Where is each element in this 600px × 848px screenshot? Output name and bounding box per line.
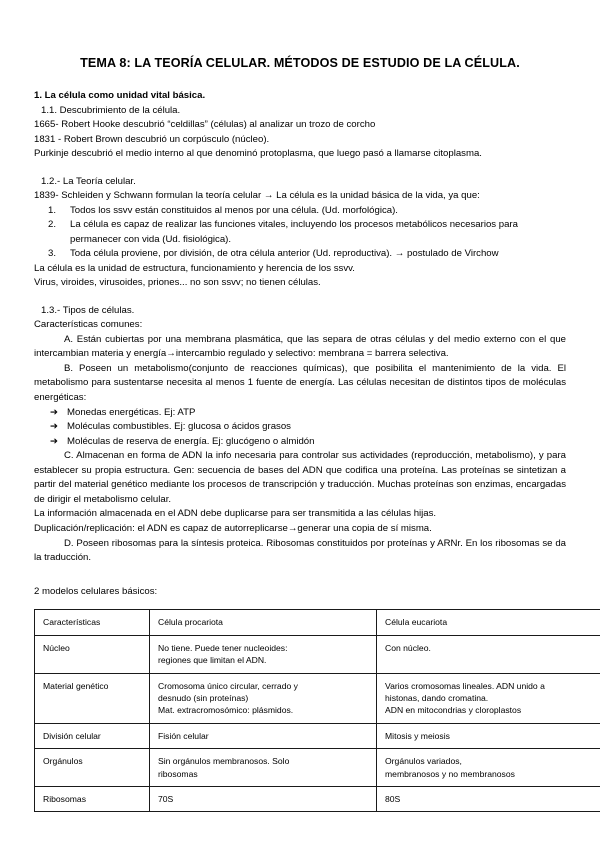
cell-unit-summary-line: La célula es la unidad de estructura, funcionamiento y herencia de los ssvv. [34,262,355,274]
table-header-characteristics: Características [35,610,150,635]
table-row [35,749,600,787]
table-row [35,786,600,811]
list-item-text: Monedas energéticas. Ej: ATP [67,406,196,418]
common-features-label: Características comunes: [34,319,143,331]
hooke-discovery-line: 1665- Robert Hooke descubrió “celdillas” (células) al analizar un trozo de corcho [34,119,376,131]
list-item-text: Moléculas combustibles. Ej: glucosa o ácidos grasos [67,421,291,433]
feature-c-paragraph: C. Almacenan en forma de ADN la info necesaria para controlar sus actividades (reproducción, metabolismo), y para establecer su propia estructura. Gen: secuencia de bases del ADN que codifica una proteína. Las proteínas se sintetizan a partir del material genético mediante los procesos de transcripción y traducción. Muchas proteínas son enzimas, encargadas de dirigir el metabolismo celular. [34,450,566,505]
table-cell-eukaryote: 80S [377,786,600,811]
table-cell-prokaryote: 70S [150,786,377,811]
table-cell-eukaryote: Con núcleo. [377,635,600,673]
list-item-text: Toda célula proviene, por división, de otra célula anterior (Ud. reproductiva). → postulado de Virchow [70,248,499,260]
table-cell-feature: División celular [35,723,150,748]
feature-d-paragraph: D. Poseen ribosomas para la síntesis proteica. Ribosomas constituidos por proteínas y ARNr. En los ribosomas se da la traducción. [34,537,566,564]
brown-discovery-line: 1831 - Robert Brown descubrió un corpúsculo (núcleo). [34,133,270,145]
prokaryote-eukaryote-comparison-table [34,609,600,812]
table-row [35,635,600,673]
list-item-text: Todos los ssvv están constituidos al menos por una célula. (Ud. morfológica). [70,204,398,216]
list-item-number: 2. [48,219,57,231]
arrow-bullet-icon: ➔ [50,435,59,447]
table-row [35,673,600,723]
energy-molecules-list [34,406,566,450]
table-intro-text: 2 modelos celulares básicos: [34,585,158,597]
section-1-heading: 1. La célula como unidad vital básica. [34,90,206,102]
arrow-bullet-icon: ➔ [50,406,59,418]
table-header-prokaryote: Célula procariota [150,610,377,635]
table-cell-prokaryote: Fisión celular [150,723,377,748]
table-cell-eukaryote: Varios cromosomas lineales. ADN unido a histonas, dando cromatina. ADN en mitocondrias y cloroplastos [377,673,600,723]
cell-theory-postulates [34,204,566,262]
section-1-2-heading: 1.2.- La Teoría celular. [41,175,136,187]
list-item [34,218,566,247]
arrow-bullet-icon: ➔ [50,421,59,433]
table-cell-feature: Material genético [35,673,150,723]
section-1-1-heading: 1.1. Descubrimiento de la célula. [41,104,181,116]
table-cell-prokaryote: No tiene. Puede tener nucleoides: regiones que limitan el ADN. [150,635,377,673]
non-living-entities-line: Virus, viroides, virusoides, priones... no son ssvv; no tienen células. [34,277,321,289]
list-item-number: 1. [48,204,57,216]
table-cell-eukaryote: Orgánulos variados, membranosos y no membranosos [377,749,600,787]
table-cell-eukaryote: Mitosis y meiosis [377,723,600,748]
feature-b-paragraph: B. Poseen un metabolismo(conjunto de reacciones químicas), que posibilita el mantenimiento de la vida. El metabolismo para sustentarse necesita al menos 1 fuente de energía. Las células necesitan de distintos tipos de moléculas energéticas: [34,362,566,403]
schleiden-schwann-intro: 1839- Schleiden y Schwann formulan la teoría celular → La célula es la unidad básica de la vida, ya que: [34,190,480,202]
list-item-text: Moléculas de reserva de energía. Ej: glucógeno o almidón [67,435,315,447]
dna-duplication-line: La información almacenada en el ADN debe duplicarse para ser transmitida a las células hijas. [34,508,437,520]
list-item [34,435,566,450]
table-cell-feature: Núcleo [35,635,150,673]
section-1-3-heading: 1.3.- Tipos de células. [41,304,135,316]
list-item [34,204,566,219]
table-cell-feature: Ribosomas [35,786,150,811]
dna-replication-line: Duplicación/replicación: el ADN es capaz de autorreplicarse→generar una copia de sí misma. [34,523,432,535]
feature-a-paragraph: A. Están cubiertas por una membrana plasmática, que las separa de otras células y del medio externo con el que intercambian materia y energía→intercambio regulado y selectivo: membrana = barrera selectiva. [34,333,566,360]
table-cell-prokaryote: Cromosoma único circular, cerrado y desnudo (sin proteínas) Mat. extracromosómico: plásmidos. [150,673,377,723]
table-header-row [35,610,600,635]
list-item [34,406,566,421]
page-title: TEMA 8: LA TEORÍA CELULAR. MÉTODOS DE ESTUDIO DE LA CÉLULA. [80,56,520,70]
table-cell-prokaryote: Sin orgánulos membranosos. Solo ribosomas [150,749,377,787]
purkinje-discovery-line: Purkinje descubrió el medio interno al que denominó protoplasma, que luego pasó a llamarse citoplasma. [34,148,482,160]
list-item [34,247,566,262]
list-item-text: La célula es capaz de realizar las funciones vitales, incluyendo los procesos metabólicos necesarios para permanecer con vida (Ud. fisiológica). [70,219,518,245]
table-header-eukaryote: Célula eucariota [377,610,600,635]
list-item [34,420,566,435]
table-cell-feature: Orgánulos [35,749,150,787]
table-row [35,723,600,748]
list-item-number: 3. [48,248,57,260]
